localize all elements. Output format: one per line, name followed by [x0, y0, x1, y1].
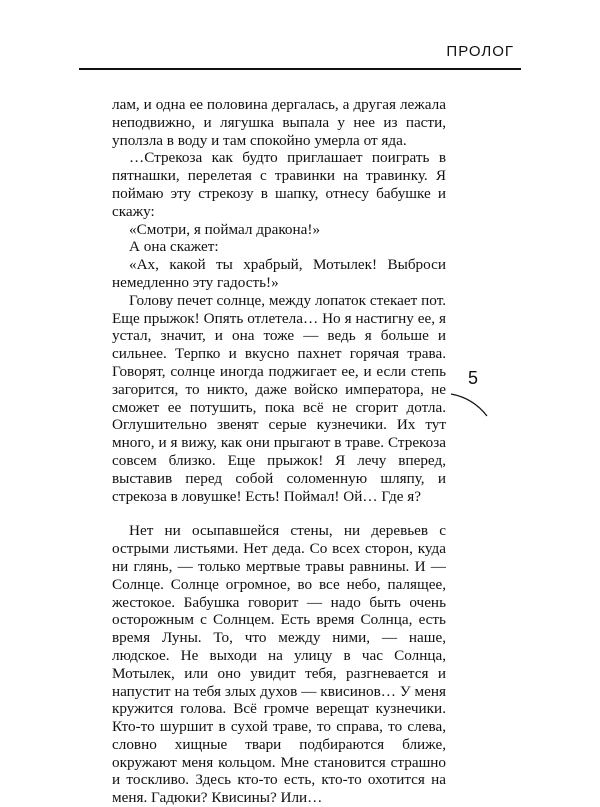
page-number: 5	[467, 368, 478, 388]
page-number-arc	[449, 390, 493, 420]
paragraph: «Смотри, я поймал дракона!»	[129, 220, 321, 238]
paragraph: …Стрекоза как будто приглашает поиграть в пятнашки, перелетая с травинки на травинку. Я поймаю эту стрекозу в шапку, отнесу бабушке и скажу:	[112, 149, 446, 220]
paragraph: А она скажет:	[129, 238, 219, 256]
paragraph: «Ах, какой ты храбрый, Мотылек! Выброси немедленно эту гадость!»	[112, 256, 446, 291]
header-rule	[79, 68, 521, 70]
paragraph: лам, и одна ее половина дергалась, а другая лежала неподвижно, и лягушка выпала у нее из пасти, уползла в воду и там спокойно умерла от яда.	[112, 96, 446, 149]
chapter-title: ПРОЛОГ	[446, 43, 514, 60]
paragraph: Нет ни осыпавшейся стены, ни деревьев с острыми листьями. Нет деда. Со всех сторон, куда ни глянь, — только мертвые травы равнины. И — Солнце. Солнце огромное, во все небо, палящее, жестокое. Бабушка говорит — надо быть очень осторожным с Солнцем. Есть время Солнца, есть время Луны. То, что между ними, — наше, людское. Не выходи на улицу в час Солнца, Мотылек, или оно увидит тебя, разгневается и напустит на тебя злых духов — квисинов… У меня кружится голова. Всё громче верещат кузнечики. Кто-то шуршит в сухой траве, то справа, то слева, словно хищные твари подбираются ближе, окружают меня кольцом. Мне становится страшно и тоскливо. Здесь кто-то есть, кто-то охотится на меня. Гадюки? Квисины? Или…	[112, 522, 446, 807]
paragraph: Голову печет солнце, между лопаток стекает пот. Еще прыжок! Опять отлетела… Но я настигну ее, я устал, значит, и она тоже — ведь я больше и сильнее. Терпко и вкусно пахнет горячая трава. Говорят, солнце иногда поджигает ее, и если степь загорится, то никто, даже войско императора, не сможет ее потушить, пока всё не сгорит дотла. Оглушительно звенят серые кузнечики. Их тут много, и я вижу, как они прыгают в траве. Стрекоза совсем близко. Еще прыжок! Я лечу вперед, выставив перед собой соломенную шляпу, и стрекоза в ловушке! Есть! Поймал! Ой… Где я?	[112, 291, 446, 505]
page-body	[112, 96, 446, 807]
section-break	[112, 505, 446, 522]
page-number-mark	[449, 368, 493, 428]
